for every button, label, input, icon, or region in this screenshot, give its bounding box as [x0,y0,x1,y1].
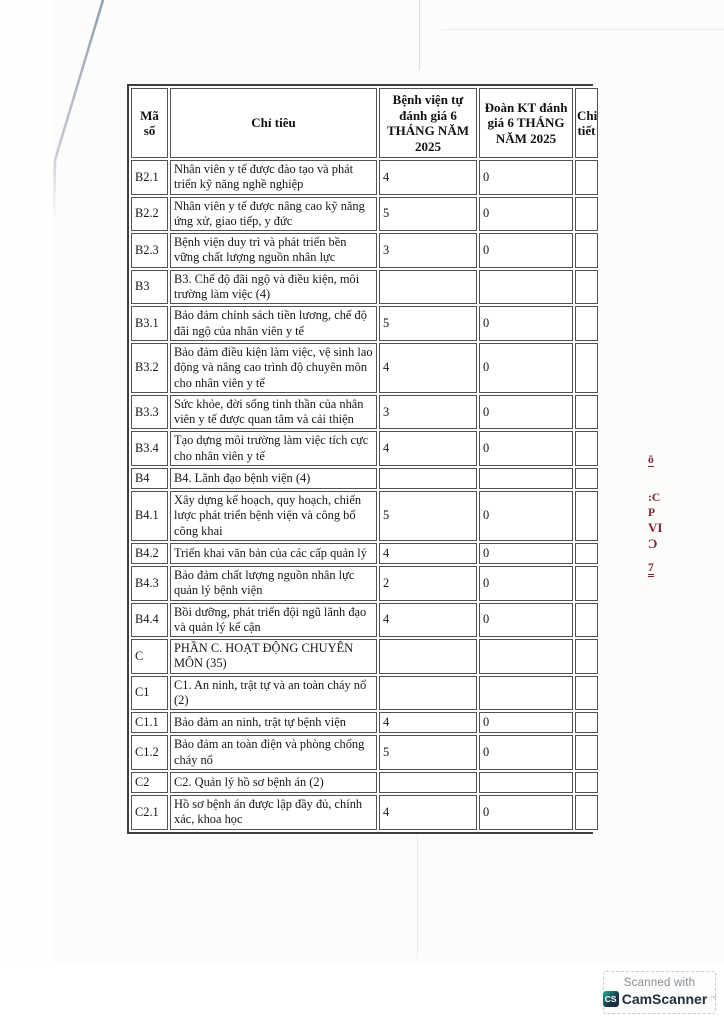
detail-cell [575,395,598,430]
row-label: Bảo đảm điều kiện làm việc, vệ sinh lao động và nâng cao trình độ chuyên môn cho nhân viên y tế [170,343,377,393]
hospital-self-score [379,270,477,305]
row-code: B3.3 [131,395,168,430]
inspection-team-score: 0 [479,603,573,638]
column-header: Mã số [131,88,168,158]
row-code: C2 [131,772,168,793]
table-row [131,270,598,305]
table-row [131,543,598,564]
detail-cell [575,491,598,541]
row-label: C2. Quản lý hồ sơ bệnh án (2) [170,772,377,793]
column-header: Chỉ tiêu [170,88,377,158]
hospital-self-score: 4 [379,603,477,638]
inspection-team-score: 0 [479,431,573,466]
table-row [131,795,598,830]
table-row [131,735,598,770]
hospital-self-score [379,772,477,793]
inspection-team-score: 0 [479,160,573,195]
table-row [131,233,598,268]
table-row [131,160,598,195]
inspection-team-score [479,468,573,489]
stamp-fragment: VI [648,520,663,535]
row-code: C [131,639,168,674]
table-row [131,431,598,466]
row-label: Bệnh viện duy trì và phát triển bền vững chất lượng nguồn nhân lực [170,233,377,268]
table-row [131,676,598,711]
hospital-self-score: 5 [379,735,477,770]
row-code: B4.1 [131,491,168,541]
table-row [131,603,598,638]
table-row [131,712,598,733]
detail-cell [575,735,598,770]
table-row [131,197,598,232]
column-header: Đoàn KT đánh giá 6 THÁNG NĂM 2025 [479,88,573,158]
row-code: B2.3 [131,233,168,268]
stamp-fragment: 7 [648,562,654,577]
detail-cell [575,676,598,711]
inspection-team-score [479,676,573,711]
detail-cell [575,566,598,601]
hospital-self-score: 4 [379,795,477,830]
inspection-team-score: 0 [479,712,573,733]
detail-cell [575,603,598,638]
scan-crease-vertical-top [419,0,420,70]
scan-crease-vertical-bottom [417,818,418,958]
row-code: B3 [131,270,168,305]
inspection-team-score: 0 [479,233,573,268]
hospital-self-score: 5 [379,306,477,341]
hospital-self-score [379,468,477,489]
scan-crease-horizontal-top [442,29,724,30]
row-code: B2.2 [131,197,168,232]
detail-cell [575,543,598,564]
row-label: PHẦN C. HOẠT ĐỘNG CHUYÊN MÔN (35) [170,639,377,674]
hospital-self-score: 4 [379,160,477,195]
inspection-team-score: 0 [479,343,573,393]
inspection-team-score: 0 [479,795,573,830]
hospital-self-score [379,676,477,711]
row-label: Sức khỏe, đời sống tinh thần của nhân viên y tế được quan tâm và cải thiện [170,395,377,430]
detail-cell [575,772,598,793]
camscanner-icon: CS [603,991,619,1007]
stamp-fragment: P [648,507,656,519]
detail-cell [575,431,598,466]
inspection-team-score [479,639,573,674]
row-label: B3. Chế độ đãi ngộ và điều kiện, môi trường làm việc (4) [170,270,377,305]
detail-cell [575,639,598,674]
table-row [131,343,598,393]
row-code: B2.1 [131,160,168,195]
row-label: Bảo đảm an ninh, trật tự bệnh viện [170,712,377,733]
detail-cell [575,160,598,195]
inspection-team-score: 0 [479,735,573,770]
hospital-self-score: 5 [379,491,477,541]
row-label: Bồi dưỡng, phát triển đội ngũ lãnh đạo và quản lý kế cận [170,603,377,638]
table-row [131,468,598,489]
hospital-self-score [379,639,477,674]
row-label: Bảo đảm chính sách tiền lương, chế độ đãi ngộ của nhân viên y tế [170,306,377,341]
row-label: Bảo đảm an toàn điện và phòng chống cháy nổ [170,735,377,770]
row-label: Nhân viên y tế được nâng cao kỹ năng ứng xử, giao tiếp, y đức [170,197,377,232]
inspection-team-score: 0 [479,306,573,341]
row-code: B3.4 [131,431,168,466]
table-row [131,566,598,601]
row-code: C1 [131,676,168,711]
hospital-self-score: 4 [379,712,477,733]
row-label: Bảo đảm chất lượng nguồn nhân lực quản lý bệnh viện [170,566,377,601]
row-code: C1.1 [131,712,168,733]
hospital-self-score: 3 [379,233,477,268]
hospital-self-score: 4 [379,431,477,466]
inspection-team-score: 0 [479,395,573,430]
row-label: B4. Lãnh đạo bệnh viện (4) [170,468,377,489]
detail-cell [575,795,598,830]
row-label: Hồ sơ bệnh án được lập đầy đủ, chính xác, khoa học [170,795,377,830]
row-code: B3.2 [131,343,168,393]
row-code: B3.1 [131,306,168,341]
detail-cell [575,306,598,341]
hospital-self-score: 5 [379,197,477,232]
stamp-fragment: :C [648,492,661,504]
table-row [131,639,598,674]
column-header: Bệnh viện tự đánh giá 6 THÁNG NĂM 2025 [379,88,477,158]
hospital-self-score: 4 [379,543,477,564]
evaluation-table [127,84,598,834]
camscanner-badge [603,971,716,1014]
row-code: B4 [131,468,168,489]
row-label: Tạo dựng môi trường làm việc tích cực cho nhân viên y tế [170,431,377,466]
row-code: B4.4 [131,603,168,638]
row-code: C2.1 [131,795,168,830]
table-row [131,491,598,541]
inspection-team-score [479,772,573,793]
inspection-team-score: 0 [479,491,573,541]
camscanner-logo-row [604,991,717,1007]
stamp-fragment: Ɔ [648,536,658,551]
hospital-self-score: 4 [379,343,477,393]
inspection-team-score: 0 [479,543,573,564]
table-row [131,306,598,341]
detail-cell [575,343,598,393]
detail-cell [575,468,598,489]
inspection-team-score [479,270,573,305]
row-label: C1. An ninh, trật tự và an toàn cháy nổ (2) [170,676,377,711]
row-code: B4.2 [131,543,168,564]
row-code: C1.2 [131,735,168,770]
row-label: Xây dựng kế hoạch, quy hoạch, chiến lược phát triển bệnh viện và công bố công khai [170,491,377,541]
scanned-with-text: Scanned with [623,977,696,989]
detail-cell [575,712,598,733]
detail-cell [575,197,598,232]
camscanner-wordmark: CamScanner [621,991,708,1007]
column-header: Chi tiết [575,88,598,158]
detail-cell [575,233,598,268]
row-label: Nhân viên y tế được đào tạo và phát triển kỹ năng nghề nghiệp [170,160,377,195]
inspection-team-score: 0 [479,566,573,601]
page-fold-line [30,0,120,225]
table-row [131,772,598,793]
table-header [131,88,598,158]
stamp-fragment: ō [648,454,654,466]
trademark-mark: ™ [710,996,717,1002]
hospital-self-score: 3 [379,395,477,430]
row-label: Triển khai văn bản của các cấp quản lý [170,543,377,564]
inspection-team-score: 0 [479,197,573,232]
detail-cell [575,270,598,305]
table-row [131,395,598,430]
hospital-self-score: 2 [379,566,477,601]
row-code: B4.3 [131,566,168,601]
